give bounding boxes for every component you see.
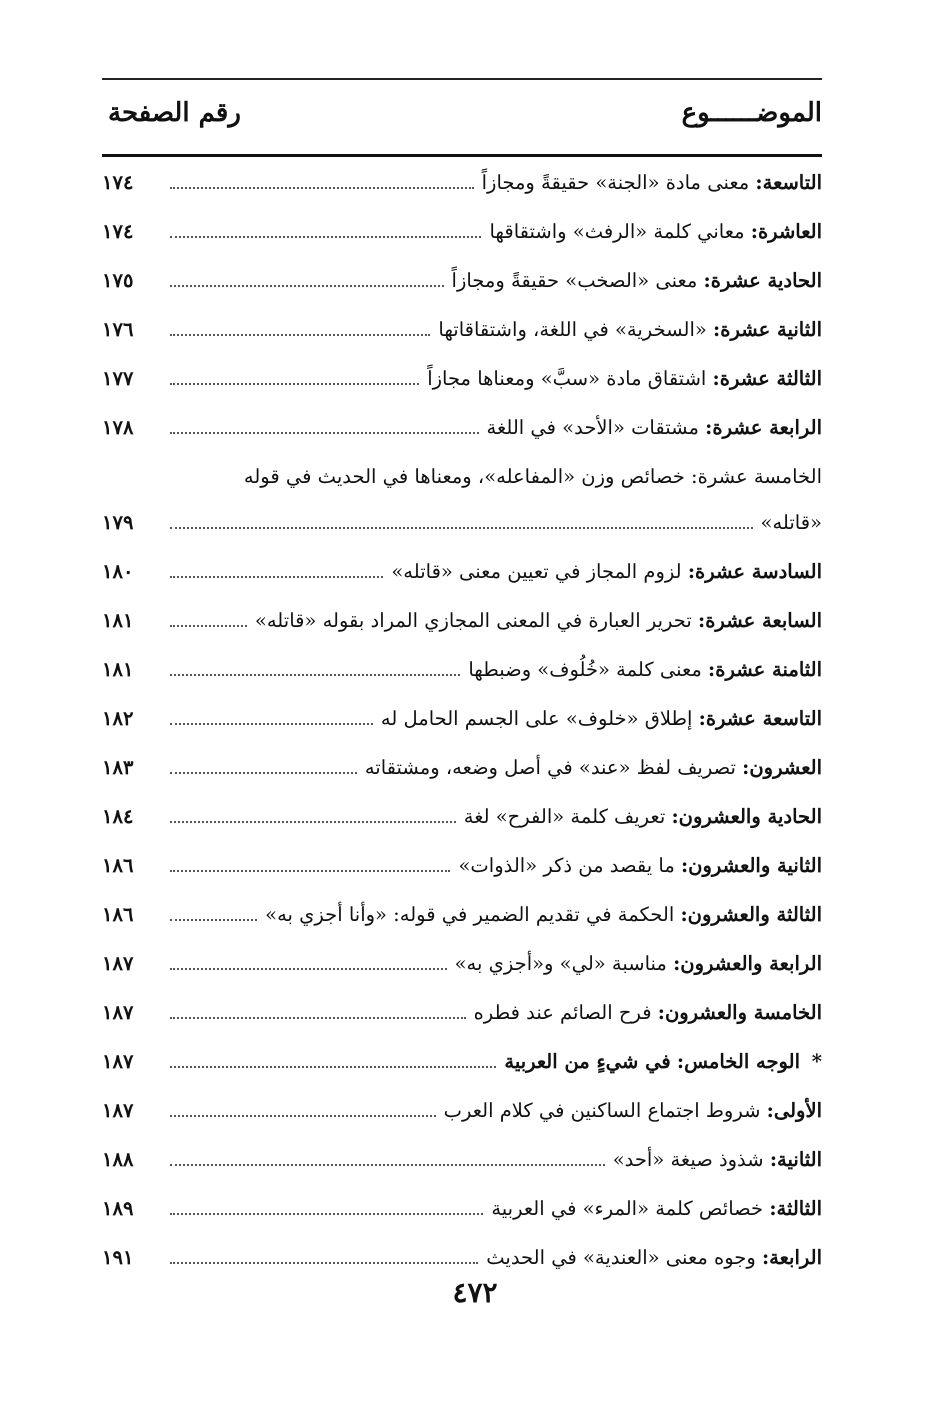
entry-line: [166, 171, 822, 194]
entry-page-number: ١٧٤: [102, 171, 134, 194]
entry-text-group: [255, 609, 822, 632]
entry-separator: :: [712, 367, 720, 390]
entry-title: مشتقات «الأحد» في اللغة: [486, 416, 699, 439]
entry-separator: :: [687, 560, 696, 583]
entry-page-number: ١٨١: [102, 609, 134, 632]
entry-title: مناسبة «لي» و«أجزي به»: [454, 952, 667, 975]
entry-line: [166, 318, 822, 341]
entry-title: معنى كلمة «خُلُوف» وضبطها: [468, 658, 702, 681]
header-page-number: رقم الصفحة: [108, 98, 241, 128]
entry-text-group: [613, 1148, 822, 1171]
entry-page-number: ١٨٧: [102, 1050, 134, 1073]
entry-line: [166, 1099, 822, 1122]
entry-separator: :: [676, 1050, 685, 1073]
entry-title: اشتقاق مادة «سبَّ» ومعناها مجازاً: [427, 367, 707, 390]
entry-title: تصريف لفظ «عند» في أصل وضعه، ومشتقاته: [364, 756, 736, 779]
entry-title: شذوذ صيغة «أحد»: [612, 1148, 764, 1171]
entry-text-group: [504, 1050, 800, 1073]
dot-leader: [170, 758, 357, 774]
entry-label: العاشرة: [757, 220, 822, 243]
entry-text-group: [265, 903, 822, 926]
entry-label: الثالثة: [776, 1197, 822, 1220]
toc-entry: [102, 410, 822, 459]
entry-text-group: [482, 171, 822, 194]
dot-leader: [170, 1248, 478, 1264]
entry-line: [166, 1001, 822, 1024]
entry-separator: :: [769, 1148, 778, 1171]
entry-title: الحكمة في تقديم الضمير في قوله: «وأنا أجزي به»: [265, 903, 675, 926]
entry-line: [166, 707, 822, 730]
toc-entry: [102, 946, 822, 995]
entry-page-number: ١٨١: [102, 658, 134, 681]
entry-separator: :: [766, 1099, 774, 1122]
entry-page-number: ١٨٦: [102, 854, 134, 877]
toc-header: [102, 98, 822, 142]
entry-line: [166, 903, 822, 926]
entry-line: [166, 1197, 822, 1220]
entry-label: الرابعة: [769, 1246, 822, 1269]
toc-entry: [102, 995, 822, 1044]
entry-page-number: ١٩١: [102, 1246, 134, 1269]
entry-page-number: ١٨٨: [102, 1148, 134, 1171]
entry-text-group: [486, 1246, 822, 1269]
entry-title: في شيءٍ من العربية: [504, 1050, 671, 1073]
entry-text-group: [438, 318, 822, 341]
entry-label: الحادية عشرة: [710, 269, 822, 292]
entry-label: الوجه الخامس: [684, 1050, 800, 1073]
entry-title: تحرير العبارة في المعنى المجازي المراد بقوله «قاتله»: [254, 609, 692, 632]
entry-page-number: ١٨٠: [102, 560, 134, 583]
dot-leader: [170, 660, 460, 676]
entry-page-number: ١٨٤: [102, 805, 134, 828]
entry-label: الثانية عشرة: [720, 318, 822, 341]
entry-page-number: ١٨٦: [102, 903, 134, 926]
dot-leader: [170, 709, 373, 725]
dot-leader: [170, 320, 430, 336]
entry-line: [166, 416, 822, 439]
entry-line: [166, 511, 822, 534]
entry-separator: :: [705, 416, 713, 439]
entry-title: معاني كلمة «الرفث» واشتقاقها: [489, 220, 745, 243]
entry-line: [166, 609, 822, 632]
entry-first-line: [102, 465, 822, 488]
header-topic: الموضــــــوع: [681, 98, 822, 128]
entry-separator: :: [703, 269, 711, 292]
entry-title: وجوه معنى «العندية» في الحديث: [486, 1246, 756, 1269]
entry-label: الخامسة عشرة: [697, 465, 822, 488]
entry-separator: :: [708, 658, 716, 681]
toc-entry: [102, 1093, 822, 1142]
entry-text-group: [489, 220, 822, 243]
dot-leader: [170, 369, 419, 385]
entry-label: السابعة عشرة: [705, 609, 822, 632]
entry-title: «السخرية» في اللغة، واشتقاقاتها: [438, 318, 707, 341]
section-star-icon: *: [811, 1050, 822, 1073]
entry-separator: :: [769, 1197, 777, 1220]
entry-page-number: ١٧٧: [102, 367, 134, 390]
dot-leader: [170, 611, 247, 627]
entry-separator: :: [680, 854, 689, 877]
entry-separator: :: [671, 805, 679, 828]
entry-title: شروط اجتماع الساكنين في كلام العرب: [443, 1099, 761, 1122]
entry-separator: :: [698, 707, 706, 730]
dot-leader: [170, 1003, 466, 1019]
entry-text-group: [487, 416, 822, 439]
entry-separator: :: [691, 465, 698, 488]
entry-text-group: [444, 1099, 822, 1122]
entry-line: [166, 1148, 822, 1171]
entry-separator: :: [698, 609, 706, 632]
entry-label: التاسعة: [762, 171, 822, 194]
entry-text-group: [761, 511, 822, 534]
dot-leader: [170, 905, 257, 921]
entry-label: الأولى: [773, 1099, 822, 1122]
entry-text-group: [491, 1197, 822, 1220]
entry-line: [166, 854, 822, 877]
dot-leader: [170, 1052, 496, 1068]
entry-title: تعريف كلمة «الفرح» لغة: [463, 805, 666, 828]
entry-separator: :: [680, 903, 688, 926]
entry-separator: :: [761, 1246, 770, 1269]
entry-page-number: ١٨٣: [102, 756, 134, 779]
toc-entry: [102, 750, 822, 799]
entry-line: [166, 220, 822, 243]
entry-page-number: ١٧٩: [102, 511, 134, 534]
entry-text-group: [381, 707, 822, 730]
entry-separator: :: [673, 952, 681, 975]
entry-line: [166, 658, 822, 681]
toc-entry: [102, 1191, 822, 1240]
dot-leader: [170, 954, 447, 970]
toc-entry: [102, 459, 822, 554]
dot-leader: [170, 513, 753, 529]
entry-title: فرح الصائم عند فطره: [473, 1001, 652, 1024]
entry-text-group: [391, 560, 822, 583]
entry-title: ما يقصد من ذكر «الذوات»: [458, 854, 675, 877]
entry-title: معنى مادة «الجنة» حقيقةً ومجازاً: [481, 171, 750, 194]
entry-label: الثانية والعشرون: [688, 854, 822, 877]
dot-leader: [170, 1101, 436, 1117]
toc-entry: [102, 848, 822, 897]
entry-title: خصائص وزن «المفاعله»، ومعناها في الحديث في قوله: [243, 465, 685, 488]
entry-title-continued: «قاتله»: [760, 511, 822, 534]
toc-entry: [102, 799, 822, 848]
entry-separator: :: [755, 171, 763, 194]
entry-text-group: [452, 269, 822, 292]
toc-entry: [102, 214, 822, 263]
dot-leader: [170, 418, 479, 434]
dot-leader: [170, 1150, 605, 1166]
entry-line: [166, 1246, 822, 1269]
dot-leader: [170, 271, 444, 287]
entry-label: العشرون: [749, 756, 822, 779]
toc-entry: [102, 361, 822, 410]
entry-label: الرابعة والعشرون: [680, 952, 822, 975]
entry-line: [166, 952, 822, 975]
entry-line: [166, 805, 822, 828]
entry-page-number: ١٧٨: [102, 416, 134, 439]
toc-entry: [102, 165, 822, 214]
entry-page-number: ١٨٧: [102, 1099, 134, 1122]
toc-entry: [102, 1142, 822, 1191]
entry-line: [166, 367, 822, 390]
entry-label: الرابعة عشرة: [712, 416, 822, 439]
entry-label: الخامسة والعشرون: [664, 1001, 822, 1024]
entry-label: التاسعة عشرة: [705, 707, 822, 730]
entry-text-group: [468, 658, 822, 681]
dot-leader: [170, 222, 481, 238]
dot-leader: [170, 173, 474, 189]
entry-line: [166, 1050, 800, 1073]
entry-line: [166, 269, 822, 292]
entry-page-number: ١٧٤: [102, 220, 134, 243]
toc-entry: [102, 554, 822, 603]
header-rule: [102, 154, 822, 157]
entry-text-group: [458, 854, 822, 877]
entry-label: الثالثة والعشرون: [687, 903, 822, 926]
entry-label: الثامنة عشرة: [715, 658, 822, 681]
entry-text-group: [474, 1001, 822, 1024]
entry-separator: :: [657, 1001, 665, 1024]
page-number: ٤٧٢: [452, 1276, 498, 1309]
entry-line: [166, 560, 822, 583]
toc-entry: [102, 263, 822, 312]
entry-page-number: ١٨٢: [102, 707, 134, 730]
entry-page-number: ١٨٧: [102, 952, 134, 975]
entry-text-group: [427, 367, 822, 390]
entry-label: السادسة عشرة: [695, 560, 822, 583]
dot-leader: [170, 562, 383, 578]
entry-title: إطلاق «خلوف» على الجسم الحامل له: [380, 707, 693, 730]
entry-separator: :: [713, 318, 721, 341]
dot-leader: [170, 807, 456, 823]
toc-entry: [102, 701, 822, 750]
entry-line: [166, 756, 822, 779]
entry-page-number: ١٨٩: [102, 1197, 134, 1220]
toc-entry: [102, 897, 822, 946]
entry-separator: :: [742, 756, 750, 779]
entry-label: الثالثة عشرة: [719, 367, 822, 390]
entry-text-group: [365, 756, 822, 779]
toc-entry: [102, 652, 822, 701]
toc-entry: [102, 603, 822, 652]
dot-leader: [170, 856, 450, 872]
entry-label: الحادية والعشرون: [678, 805, 822, 828]
entry-title: معنى «الصخب» حقيقةً ومجازاً: [451, 269, 698, 292]
entry-separator: :: [750, 220, 758, 243]
dot-leader: [170, 1199, 483, 1215]
entry-label: الثانية: [777, 1148, 822, 1171]
toc-entry: [102, 1044, 822, 1093]
toc-entry: [102, 312, 822, 361]
entry-title: لزوم المجاز في تعيين معنى «قاتله»: [391, 560, 682, 583]
entry-text-group: [464, 805, 822, 828]
entry-page-number: ١٧٦: [102, 318, 134, 341]
entry-page-number: ١٨٧: [102, 1001, 134, 1024]
toc-entries: [102, 165, 822, 1289]
entry-text-group: [455, 952, 822, 975]
entry-title: خصائص كلمة «المرء» في العربية: [491, 1197, 764, 1220]
entry-page-number: ١٧٥: [102, 269, 134, 292]
top-rule: [102, 78, 822, 80]
